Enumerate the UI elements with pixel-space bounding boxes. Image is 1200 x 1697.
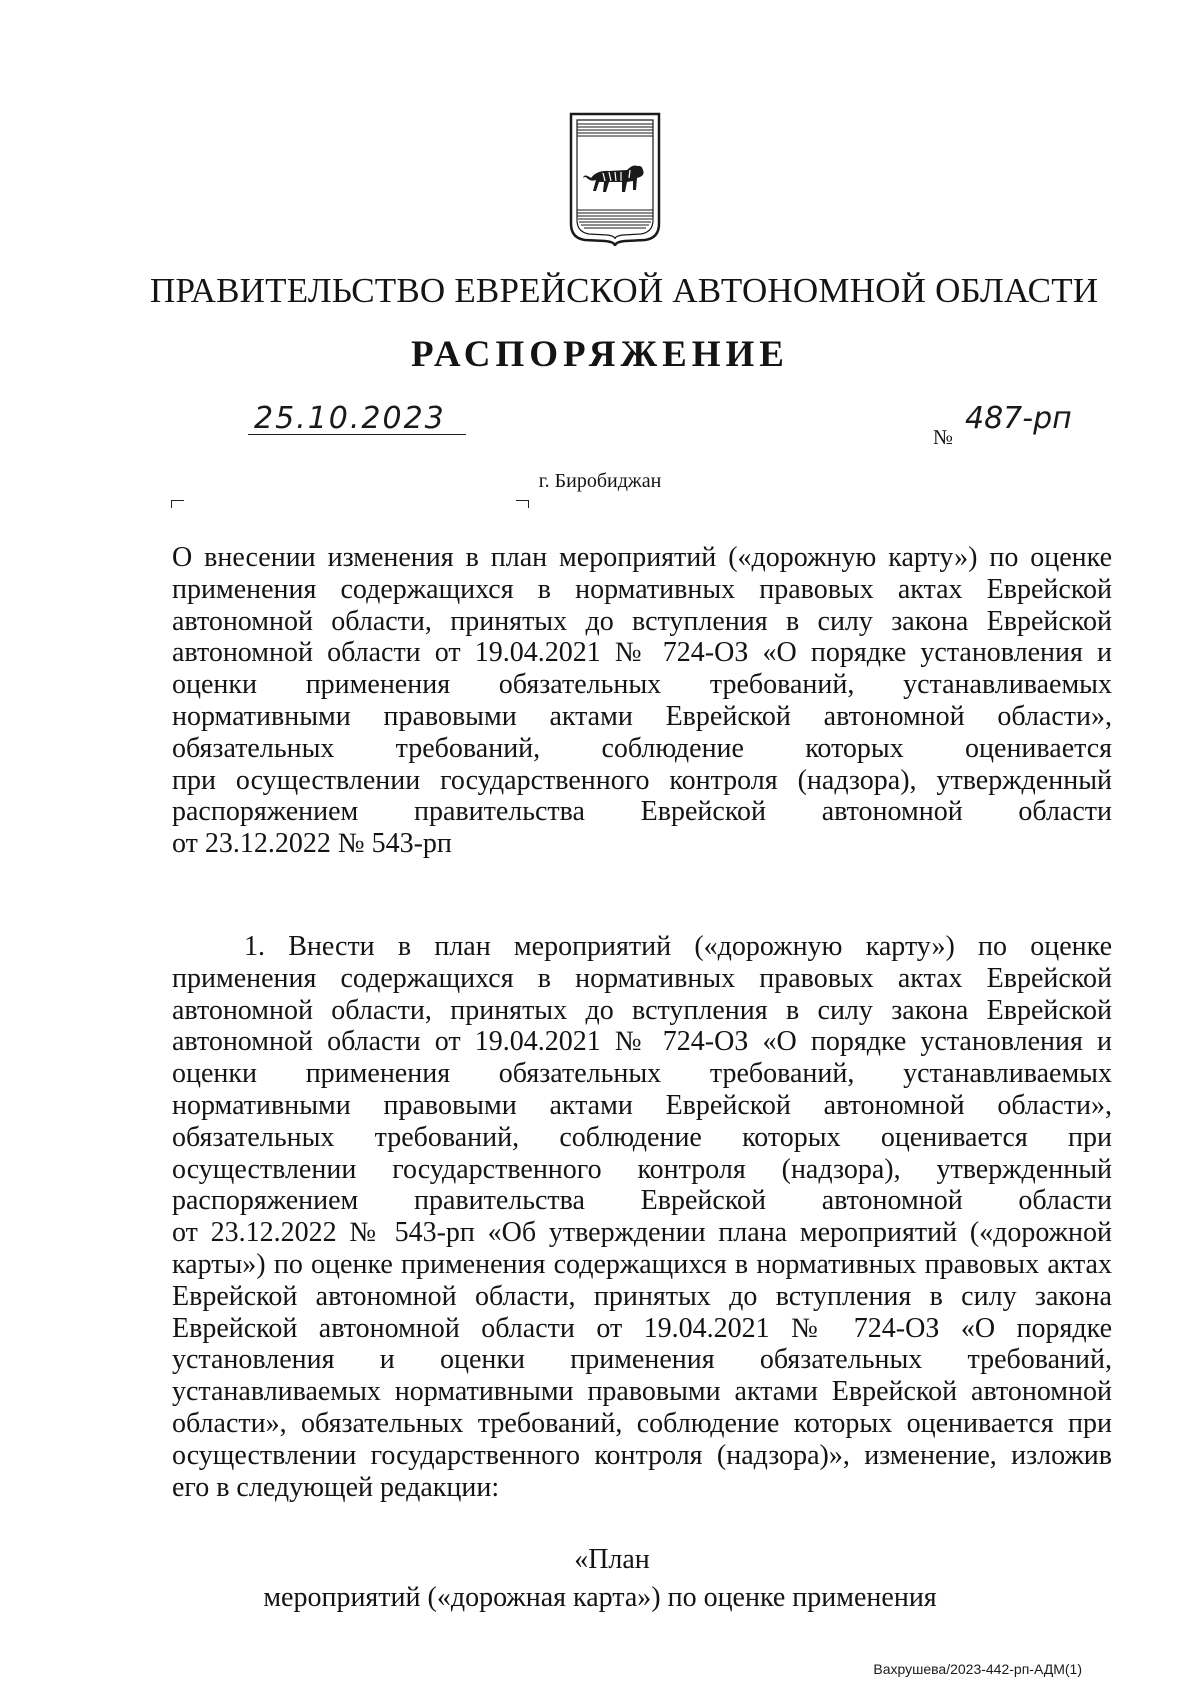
title-line: нормативными правовыми актами Еврейской автономной области», (172, 700, 1112, 732)
title-line: О внесении изменения в план мероприятий («дорожную карту») по оценке (172, 542, 1112, 573)
emblem-tiger-shield-icon (569, 112, 661, 248)
issuing-authority: ПРАВИТЕЛЬСТВО ЕВРЕЙСКОЙ АВТОНОМНОЙ ОБЛАСТИ (150, 271, 1099, 310)
title-line: обязательных требований, соблюдение которых оценивается (172, 732, 1112, 764)
footer-reference: Вахрушева/2023-442-рп-АДМ(1) (873, 1661, 1082, 1677)
body-line: устанавливаемых нормативными правовыми актами Еврейской автономной (172, 1376, 1112, 1408)
plan-heading: «План (574, 1544, 650, 1575)
body-line: Еврейской автономной области от 19.04.2021 № 724-ОЗ «О порядке (172, 1312, 1112, 1344)
body-line: распоряжением правительства Еврейской автономной области (172, 1185, 1112, 1217)
title-right-bracket (516, 500, 529, 508)
body-line: области», обязательных требований, соблюдение которых оценивается при (172, 1407, 1112, 1439)
body-line: осуществлении государственного контроля (надзора)», изменение, изложив (172, 1439, 1112, 1471)
body-line: установления и оценки применения обязательных требований, (172, 1344, 1112, 1376)
body-line: обязательных требований, соблюдение которых оценивается при (172, 1121, 1112, 1153)
body-line: Еврейской автономной области, принятых до вступления в силу закона (172, 1280, 1112, 1312)
body-line: его в следующей редакции: (172, 1471, 500, 1503)
title-line: автономной области от 19.04.2021 № 724-ОЗ «О порядке установления и (172, 637, 1112, 669)
plan-subheading: мероприятий («дорожная карта») по оценке применения (263, 1582, 937, 1613)
body-line: применения содержащихся в нормативных правовых актах Еврейской (172, 962, 1112, 994)
body-line: от 23.12.2022 № 543-рп «Об утверждении плана мероприятий («дорожной (172, 1217, 1112, 1249)
body-line: карты») по оценке применения содержащихся в нормативных правовых актах (172, 1248, 1112, 1280)
body-line: автономной области от 19.04.2021 № 724-ОЗ «О порядке установления и (172, 1026, 1112, 1058)
body-line: 1. Внести в план мероприятий («дорожную карту») по оценке (244, 931, 1112, 962)
body-line: осуществлении государственного контроля (надзора), утвержденный (172, 1153, 1112, 1185)
document-title (172, 542, 1112, 860)
title-line: автономной области, принятых до вступления в силу закона Еврейской (172, 605, 1112, 637)
number-label: № (933, 425, 954, 449)
paragraph-1 (172, 931, 1112, 1503)
document-type: РАСПОРЯЖЕНИЕ (410, 334, 789, 375)
title-line: при осуществлении государственного контроля (надзора), утвержденный (172, 764, 1112, 796)
title-line: применения содержащихся в нормативных правовых актах Еврейской (172, 573, 1112, 605)
document-date: 25.10.2023 (254, 401, 446, 436)
title-line: оценки применения обязательных требований, устанавливаемых (172, 669, 1112, 701)
title-left-bracket (171, 500, 184, 508)
body-line: нормативными правовыми актами Еврейской автономной области», (172, 1089, 1112, 1121)
title-line: распоряжением правительства Еврейской автономной области (172, 796, 1112, 828)
title-line: от 23.12.2022 № 543-рп (172, 828, 452, 860)
document-number: 487-рп (965, 401, 1072, 436)
city: г. Биробиджан (538, 470, 662, 492)
body-line: автономной области, принятых до вступления в силу закона Еврейской (172, 994, 1112, 1026)
body-line: оценки применения обязательных требований, устанавливаемых (172, 1058, 1112, 1090)
